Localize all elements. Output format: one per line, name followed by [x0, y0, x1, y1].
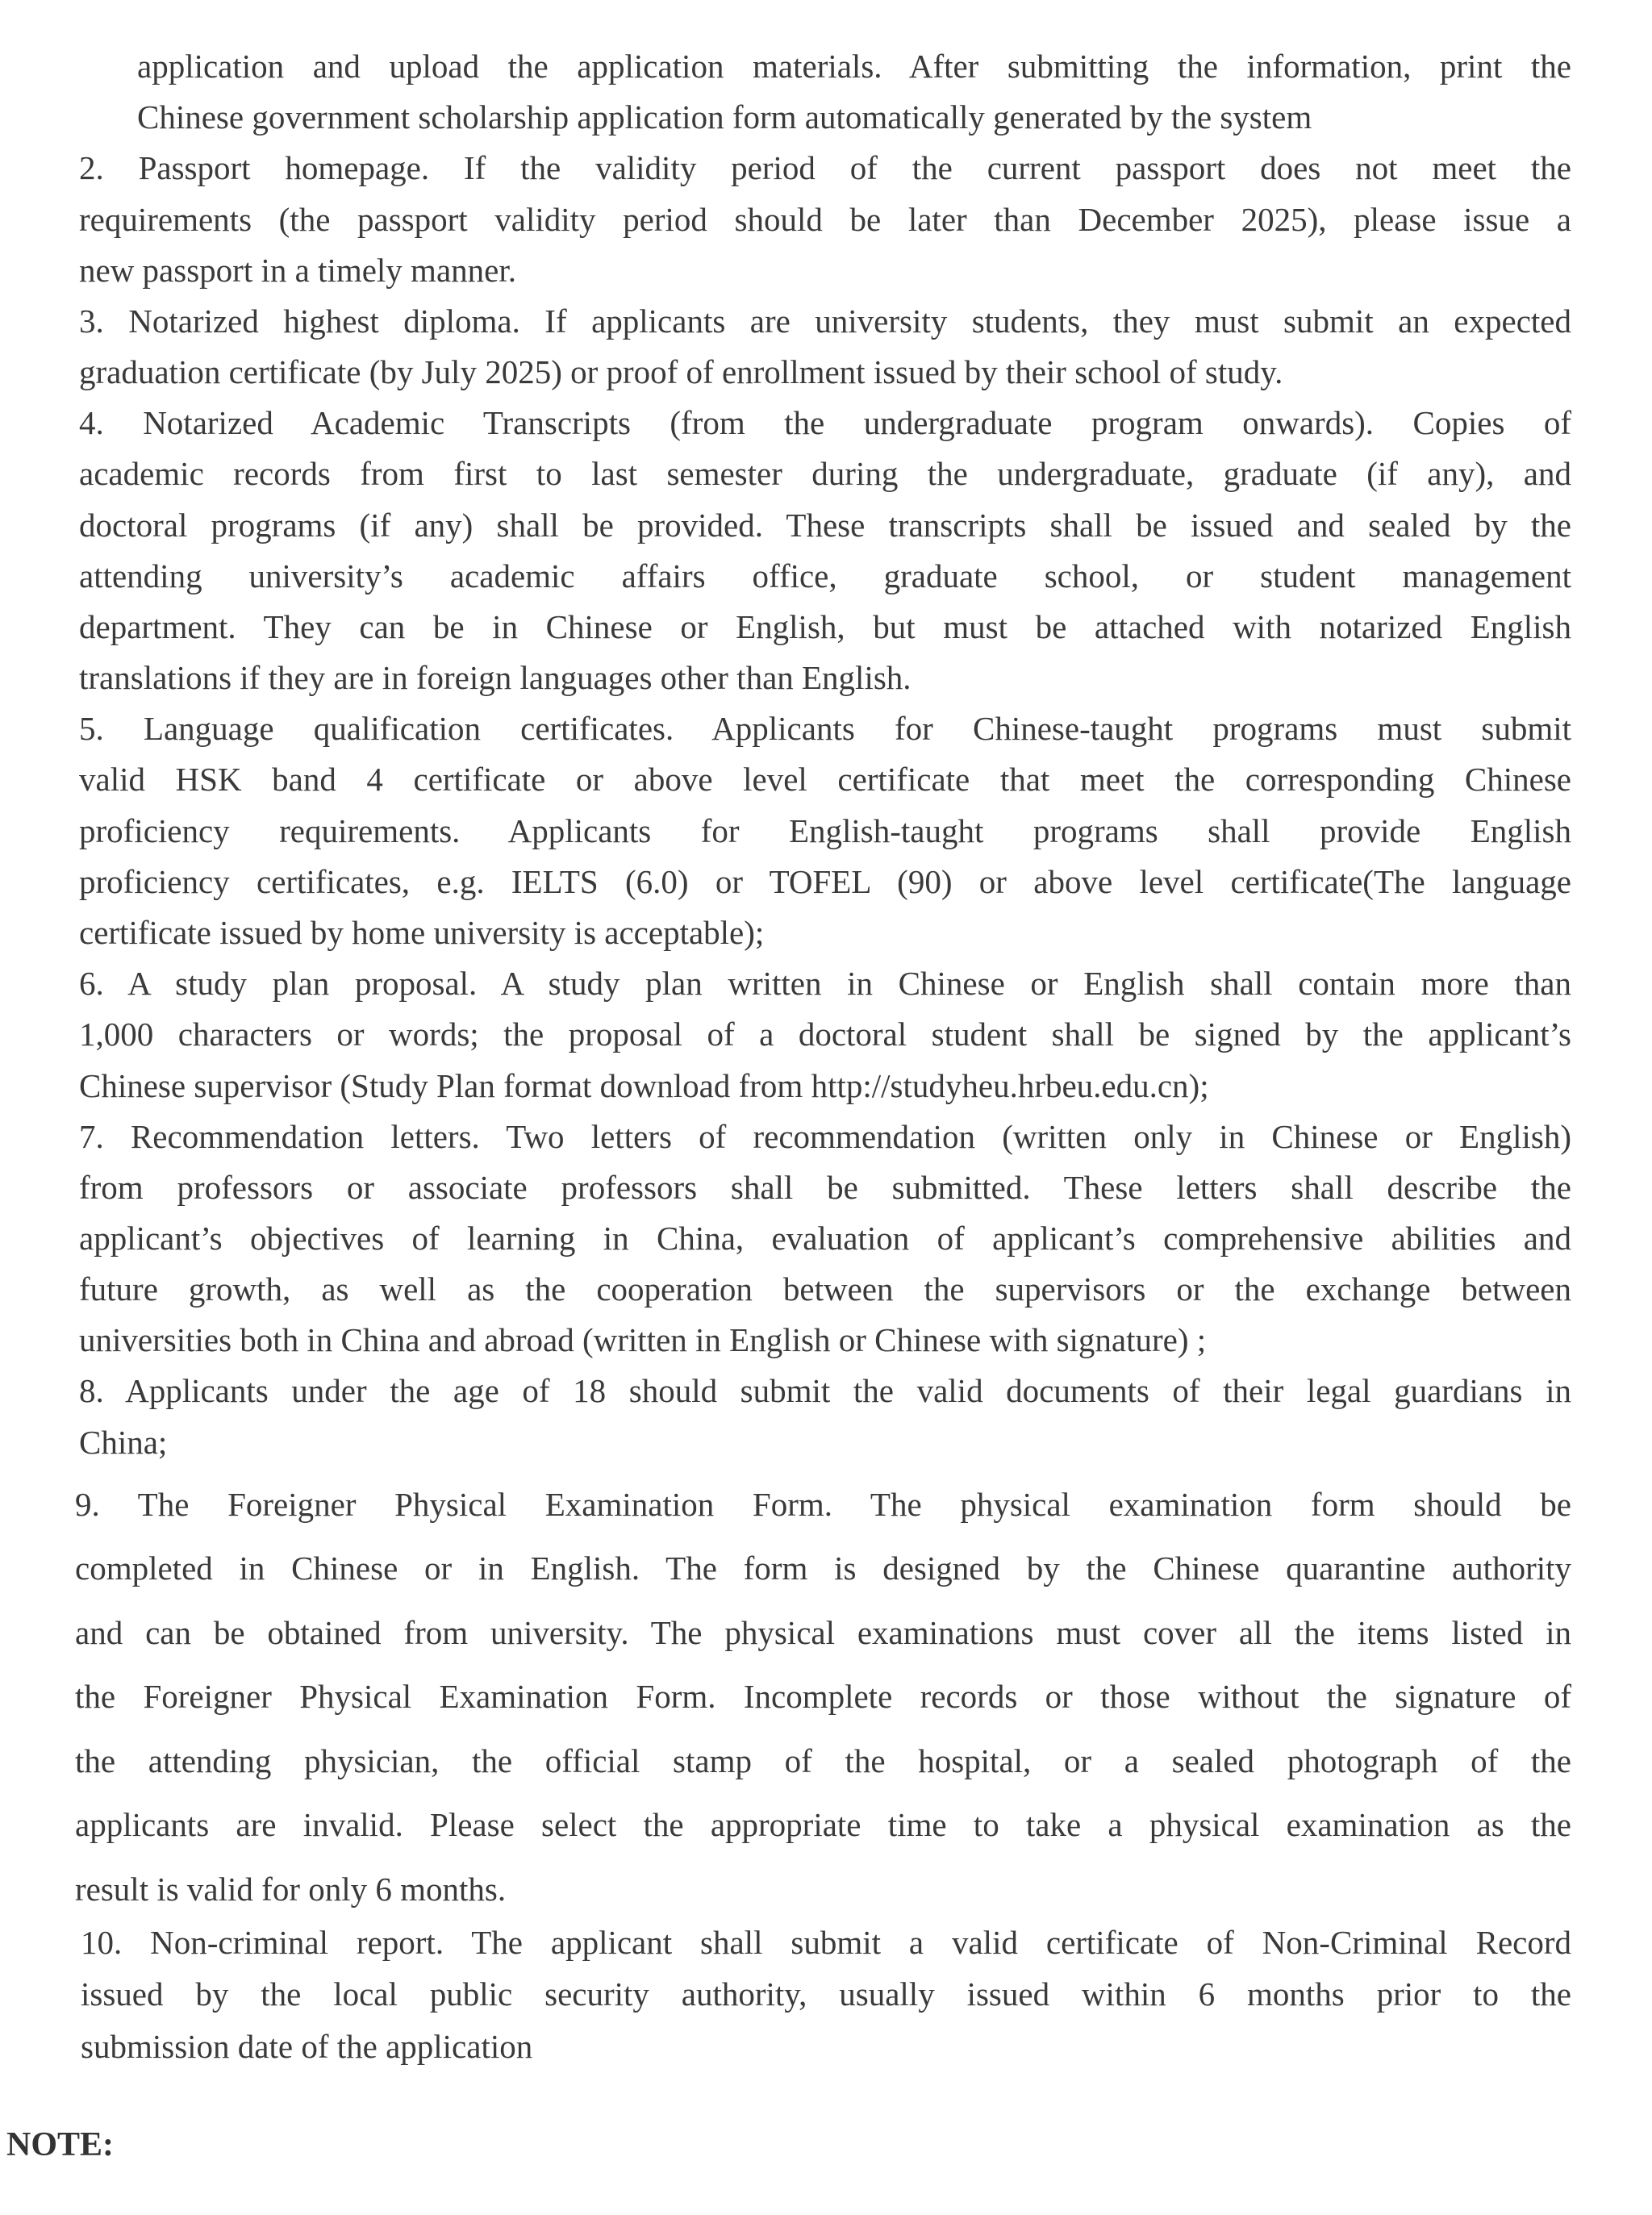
item-2-line-1: 2. Passport homepage. If the validity period of the current passport does not meet the — [79, 149, 1571, 186]
item-7-line-4: future growth, as well as the cooperation between the supervisors or the exchange between — [79, 1270, 1571, 1308]
item-10-line-3: submission date of the application — [81, 2028, 533, 2065]
note-heading: NOTE: — [6, 2126, 115, 2163]
item-9-line-6: applicants are invalid. Please select the appropriate time to take a physical examination as the — [75, 1806, 1571, 1843]
item-5-line-4: proficiency certificates, e.g. IELTS (6.0) or TOFEL (90) or above level certificate(The language — [79, 863, 1571, 900]
item-4-line-3: doctoral programs (if any) shall be provided. These transcripts shall be issued and sealed by the — [79, 507, 1571, 544]
item-6-line-1: 6. A study plan proposal. A study plan written in Chinese or English shall contain more than — [79, 965, 1571, 1002]
item-1-line-2: Chinese government scholarship application form automatically generated by the system — [137, 98, 1312, 136]
item-7-line-1: 7. Recommendation letters. Two letters of recommendation (written only in Chinese or English) — [79, 1118, 1571, 1155]
item-7-line-2: from professors or associate professors shall be submitted. These letters shall describe the — [79, 1169, 1571, 1206]
item-5-line-1: 5. Language qualification certificates. Applicants for Chinese-taught programs must submit — [79, 710, 1571, 747]
item-1-line-1: application and upload the application materials. After submitting the information, print the — [137, 48, 1571, 85]
item-3-line-2: graduation certificate (by July 2025) or proof of enrollment issued by their school of study. — [79, 353, 1283, 390]
item-4-line-6: translations if they are in foreign languages other than English. — [79, 659, 912, 696]
item-4-line-1: 4. Notarized Academic Transcripts (from the undergraduate program onwards). Copies of — [79, 404, 1571, 441]
item-4-line-4: attending university’s academic affairs office, graduate school, or student management — [79, 557, 1571, 594]
item-9-line-2: completed in Chinese or in English. The form is designed by the Chinese quarantine authority — [75, 1550, 1571, 1587]
item-5-line-2: valid HSK band 4 certificate or above level certificate that meet the corresponding Chinese — [79, 761, 1571, 798]
item-4-line-5: department. They can be in Chinese or English, but must be attached with notarized English — [79, 608, 1571, 645]
item-4-line-2: academic records from first to last semester during the undergraduate, graduate (if any), and — [79, 455, 1571, 492]
item-6-line-2: 1,000 characters or words; the proposal of a doctoral student shall be signed by the applicant’s — [79, 1016, 1571, 1053]
item-10-line-1: 10. Non-criminal report. The applicant shall submit a valid certificate of Non-Criminal Record — [81, 1924, 1571, 1961]
item-5-line-5: certificate issued by home university is acceptable); — [79, 914, 765, 951]
item-10-line-2: issued by the local public security authority, usually issued within 6 months prior to the — [81, 1975, 1571, 2013]
item-8-line-1: 8. Applicants under the age of 18 should submit the valid documents of their legal guardians in — [79, 1372, 1571, 1409]
item-9-line-4: the Foreigner Physical Examination Form. Incomplete records or those without the signature of — [75, 1678, 1571, 1715]
item-2-line-2: requirements (the passport validity period should be later than December 2025), please issue a — [79, 201, 1571, 238]
item-3-line-1: 3. Notarized highest diploma. If applicants are university students, they must submit an expected — [79, 302, 1571, 340]
item-7-line-3: applicant’s objectives of learning in China, evaluation of applicant’s comprehensive abilities and — [79, 1220, 1571, 1257]
item-9-line-1: 9. The Foreigner Physical Examination Form. The physical examination form should be — [75, 1486, 1571, 1523]
item-8-line-2: China; — [79, 1424, 168, 1461]
item-7-line-5: universities both in China and abroad (written in English or Chinese with signature) ; — [79, 1321, 1207, 1358]
item-9-line-5: the attending physician, the official stamp of the hospital, or a sealed photograph of the — [75, 1742, 1571, 1779]
item-9-line-3: and can be obtained from university. The physical examinations must cover all the items listed in — [75, 1614, 1571, 1651]
item-6-line-3: Chinese supervisor (Study Plan format download from http://studyheu.hrbeu.edu.cn); — [79, 1067, 1209, 1104]
item-5-line-3: proficiency requirements. Applicants for English-taught programs shall provide English — [79, 812, 1571, 849]
item-9-line-7: result is valid for only 6 months. — [75, 1871, 507, 1908]
item-2-line-3: new passport in a timely manner. — [79, 252, 516, 289]
